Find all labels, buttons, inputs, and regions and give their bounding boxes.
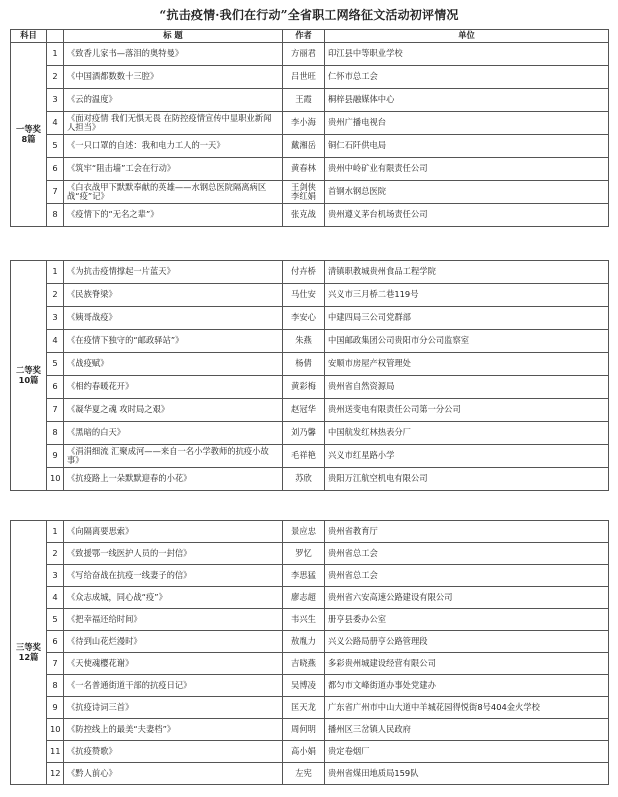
row-author: 左宪 (283, 763, 325, 785)
row-number: 4 (47, 112, 64, 135)
row-title: 《战疫赋》 (64, 353, 283, 376)
row-unit: 贵州省煤田地质局159队 (325, 763, 609, 785)
row-number: 8 (47, 422, 64, 445)
row-author: 戴湘岳 (283, 135, 325, 158)
table-row (11, 521, 609, 543)
row-unit: 贵州省六安高速公路建设有限公司 (325, 587, 609, 609)
row-author: 黄彩梅 (283, 376, 325, 399)
row-author: 李小海 (283, 112, 325, 135)
row-title: 《凝华夏之魂 攻时局之艰》 (64, 399, 283, 422)
header-unit: 单位 (325, 30, 609, 43)
table-row (11, 675, 609, 697)
table-row (11, 653, 609, 675)
group-rows (11, 261, 609, 491)
row-author: 吉晓燕 (283, 653, 325, 675)
row-number: 7 (47, 653, 64, 675)
header-category: 科目 (11, 30, 47, 43)
row-unit: 贵定卷烟厂 (325, 741, 609, 763)
row-unit: 中国航发红林热表分厂 (325, 422, 609, 445)
row-author: 罗忆 (283, 543, 325, 565)
row-author: 苏欣 (283, 468, 325, 491)
row-author: 方丽君 (283, 43, 325, 66)
table-row (11, 181, 609, 204)
row-title: 《致援鄂一线医护人员的一封信》 (64, 543, 283, 565)
prize-count: 10篇 (18, 374, 39, 385)
row-number: 4 (47, 587, 64, 609)
header-title: 标 题 (64, 30, 283, 43)
row-number: 8 (47, 675, 64, 697)
header-no (47, 30, 64, 43)
row-title: 《姨哥战疫》 (64, 307, 283, 330)
row-title: 《涓涓细流 汇聚成河——来自一名小学教师的抗疫小故事》 (64, 445, 283, 468)
table-row (11, 631, 609, 653)
row-title: 《中国酒都数数十三腔》 (64, 66, 283, 89)
table-row (11, 330, 609, 353)
row-number: 6 (47, 631, 64, 653)
row-unit: 中建四局三公司党群部 (325, 307, 609, 330)
row-unit: 首钢水钢总医院 (325, 181, 609, 204)
table-row (11, 719, 609, 741)
row-number: 10 (47, 468, 64, 491)
row-title: 《为抗击疫情撑起一片蓝天》 (64, 261, 283, 284)
second-prize-table (10, 260, 609, 491)
row-unit: 贵州广播电视台 (325, 112, 609, 135)
row-title: 《民族脊梁》 (64, 284, 283, 307)
row-unit: 仁怀市总工会 (325, 66, 609, 89)
row-title: 《向隔离要思索》 (64, 521, 283, 543)
row-number: 5 (47, 609, 64, 631)
table-row (11, 89, 609, 112)
table-row (11, 66, 609, 89)
table-row (11, 112, 609, 135)
row-number: 3 (47, 89, 64, 112)
row-title: 《防控线上的最美“夫妻档”》 (64, 719, 283, 741)
row-author: 吴博凌 (283, 675, 325, 697)
row-author: 李安心 (283, 307, 325, 330)
prize-count: 8篇 (21, 133, 36, 144)
row-author: 杨倩 (283, 353, 325, 376)
row-unit: 兴义市红星路小学 (325, 445, 609, 468)
table-row (11, 763, 609, 785)
row-number: 2 (47, 66, 64, 89)
table-row (11, 741, 609, 763)
row-author: 黄春林 (283, 158, 325, 181)
table-row (11, 697, 609, 719)
row-author: 张克战 (283, 204, 325, 227)
table-row (11, 353, 609, 376)
row-title: 《抗疫赞歌》 (64, 741, 283, 763)
row-author: 周何明 (283, 719, 325, 741)
row-title: 《一名普通街道干部的抗疫日记》 (64, 675, 283, 697)
row-author: 马仕安 (283, 284, 325, 307)
table-row (11, 204, 609, 227)
row-unit: 桐梓县融媒体中心 (325, 89, 609, 112)
row-number: 5 (47, 353, 64, 376)
row-unit: 贵州省总工会 (325, 565, 609, 587)
row-number: 6 (47, 158, 64, 181)
row-unit: 贵阳万江航空机电有限公司 (325, 468, 609, 491)
row-author: 李思猛 (283, 565, 325, 587)
table-row (11, 399, 609, 422)
first-prize-table (10, 29, 609, 227)
row-title: 《抗疫路上一朵默默迎春的小花》 (64, 468, 283, 491)
row-unit: 贵州送变电有限责任公司第一分公司 (325, 399, 609, 422)
table-row (11, 261, 609, 284)
row-author: 王剑侠 李红娟 (283, 181, 325, 204)
row-title: 《一只口罩的自述：我和电力工人的一天》 (64, 135, 283, 158)
row-title: 《致香儿家书—落泪的奥特曼》 (64, 43, 283, 66)
row-unit: 多彩贵州城建设经营有限公司 (325, 653, 609, 675)
group-rows (11, 43, 609, 227)
row-number: 1 (47, 521, 64, 543)
row-author: 匡天龙 (283, 697, 325, 719)
row-author: 廖志超 (283, 587, 325, 609)
row-title: 《白衣战甲下默默奉献的英雄——水钢总医院隔离病区战“疫”记》 (64, 181, 283, 204)
table-row (11, 543, 609, 565)
row-unit: 铜仁石阡供电局 (325, 135, 609, 158)
row-number: 2 (47, 543, 64, 565)
row-number: 11 (47, 741, 64, 763)
third-prize-table (10, 520, 609, 785)
row-unit: 都匀市文峰街道办事处党建办 (325, 675, 609, 697)
row-number: 9 (47, 445, 64, 468)
table-row (11, 445, 609, 468)
row-author: 敖胤力 (283, 631, 325, 653)
table-row (11, 422, 609, 445)
row-author: 刘乃馨 (283, 422, 325, 445)
table-row (11, 565, 609, 587)
row-title: 《黑暗的白天》 (64, 422, 283, 445)
table-row (11, 158, 609, 181)
row-author: 付卉桥 (283, 261, 325, 284)
row-number: 12 (47, 763, 64, 785)
table-row (11, 609, 609, 631)
row-author: 吕世旺 (283, 66, 325, 89)
group-rows (11, 521, 609, 785)
table-row (11, 587, 609, 609)
prize-level-cell (11, 43, 47, 227)
prize-count: 12篇 (18, 651, 39, 662)
table-row (11, 376, 609, 399)
row-author: 毛祥艳 (283, 445, 325, 468)
table-row (11, 43, 609, 66)
row-title: 《筑牢“阻击墙”工会在行动》 (64, 158, 283, 181)
row-number: 1 (47, 261, 64, 284)
prize-level-cell (11, 521, 47, 785)
row-number: 6 (47, 376, 64, 399)
row-number: 9 (47, 697, 64, 719)
row-unit: 广东省广州市中山大道中羊城花园得悦街8号404金火学校 (325, 697, 609, 719)
row-title: 《在疫情下独守的“邮政驿站”》 (64, 330, 283, 353)
row-number: 3 (47, 307, 64, 330)
row-unit: 中国邮政集团公司贵阳市分公司监察室 (325, 330, 609, 353)
row-unit: 兴义公路局册亨公路管理段 (325, 631, 609, 653)
row-unit: 贵州省教育厅 (325, 521, 609, 543)
row-unit: 安顺市房屋产权管理处 (325, 353, 609, 376)
table-row (11, 284, 609, 307)
row-title: 《写给奋战在抗疫一线妻子的信》 (64, 565, 283, 587)
row-author: 韦兴生 (283, 609, 325, 631)
row-unit: 清镇职教城贵州食品工程学院 (325, 261, 609, 284)
row-title: 《黔人前心》 (64, 763, 283, 785)
row-number: 7 (47, 399, 64, 422)
row-number: 2 (47, 284, 64, 307)
row-author: 高小娟 (283, 741, 325, 763)
prize-label: 二等奖 (16, 365, 41, 375)
row-number: 1 (47, 43, 64, 66)
row-unit: 贵州省总工会 (325, 543, 609, 565)
row-unit: 播州区三岔镇人民政府 (325, 719, 609, 741)
row-title: 《疫情下的“无名之辈”》 (64, 204, 283, 227)
table-row (11, 468, 609, 491)
row-unit: 印江县中等职业学校 (325, 43, 609, 66)
prize-level-cell (11, 261, 47, 491)
row-unit: 兴义市三月桥二巷119号 (325, 284, 609, 307)
prize-label: 一等奖 (16, 124, 41, 134)
row-title: 《待到山花烂漫时》 (64, 631, 283, 653)
row-title: 《相约春暖花开》 (64, 376, 283, 399)
page-title: “抗击疫情·我们在行动”全省职工网络征文活动初评情况 (159, 8, 459, 22)
table-row (11, 307, 609, 330)
row-title: 《云的温度》 (64, 89, 283, 112)
row-title: 《抗疫诗词三首》 (64, 697, 283, 719)
row-number: 5 (47, 135, 64, 158)
row-title: 《天使魂樱花谢》 (64, 653, 283, 675)
row-number: 10 (47, 719, 64, 741)
row-number: 7 (47, 181, 64, 204)
row-number: 3 (47, 565, 64, 587)
row-unit: 贵州遵义茅台机场责任公司 (325, 204, 609, 227)
row-unit: 册亨县委办公室 (325, 609, 609, 631)
table-row (11, 135, 609, 158)
row-author: 赵冠华 (283, 399, 325, 422)
row-author: 朱燕 (283, 330, 325, 353)
row-number: 4 (47, 330, 64, 353)
row-number: 8 (47, 204, 64, 227)
row-author: 王霞 (283, 89, 325, 112)
header-author: 作者 (283, 30, 325, 43)
row-title: 《面对疫情 我们无惧无畏 在防控疫情宣传中显职业新闻人担当》 (64, 112, 283, 135)
row-author: 景应忠 (283, 521, 325, 543)
row-title: 《把幸福还给时间》 (64, 609, 283, 631)
row-unit: 贵州省自然资源局 (325, 376, 609, 399)
row-title: 《众志成城，同心战“疫”》 (64, 587, 283, 609)
row-unit: 贵州中岭矿业有限责任公司 (325, 158, 609, 181)
prize-label: 三等奖 (16, 642, 41, 652)
